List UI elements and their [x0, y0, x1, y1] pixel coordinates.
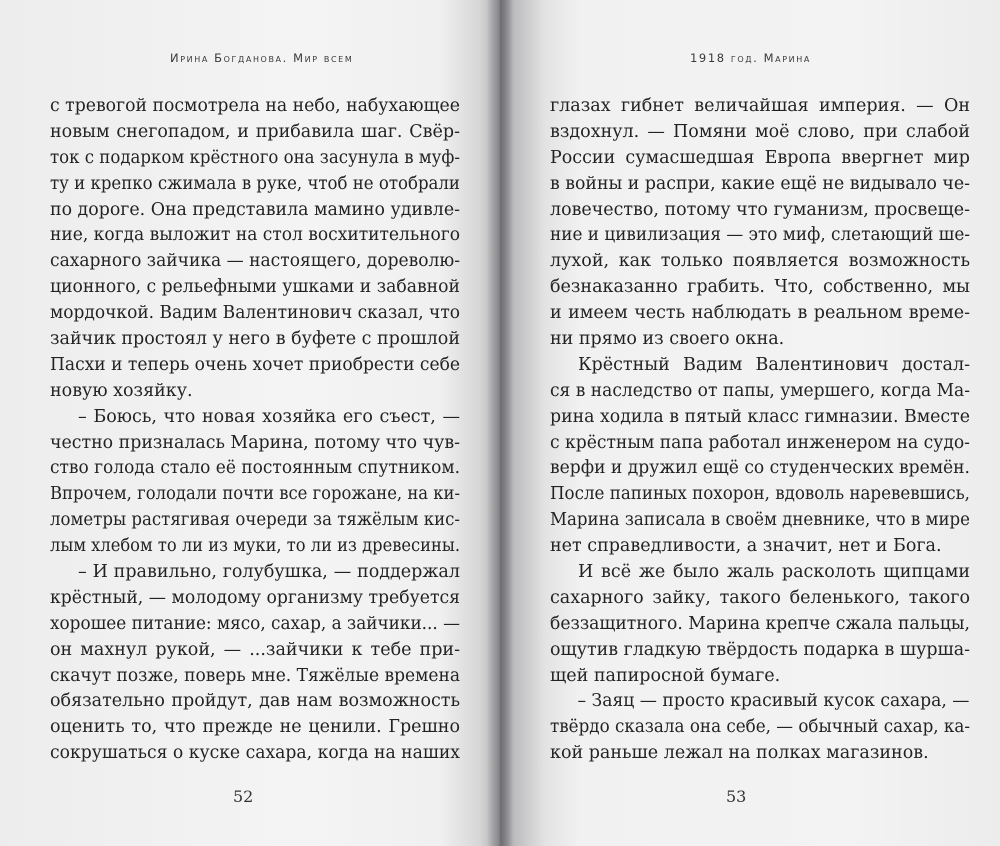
text-line: хорошее питание: мясо, сахар, а зайчики... — [50, 613, 460, 634]
text-line: ту и крепко сжимала в руке, чтоб не отобрали [50, 173, 460, 194]
running-head-left: Ирина Богданова. Мир всем [170, 51, 354, 65]
text-line: сахарного зайку, такого беленького, такого [550, 587, 970, 608]
text-line: После папиных похорон, вдоволь наревевшись, [550, 484, 971, 505]
text-line: он махнул рукой, — ...зайчики к тебе при- [50, 639, 460, 660]
text-line: – Заяц — просто красивый кусок сахара, — [577, 691, 970, 712]
text-line: ся в наследство от папы, умершего, когда Ма- [550, 380, 971, 401]
paragraph [50, 560, 460, 767]
text-line: Крёстный Вадим Валентинович достал- [578, 354, 970, 375]
paragraph [550, 560, 970, 689]
text-line: честно призналась Марина, потому что чув- [50, 432, 461, 453]
text-line: по дороге. Она представила мамино удивле- [50, 199, 460, 220]
text-line: щей папиросной бумаге. [550, 665, 781, 686]
text-line: скачут позже, поверь мне. Тяжёлые времена [50, 665, 461, 686]
text-line: И всё же было жаль расколоть щипцами [578, 562, 970, 583]
paragraph [50, 405, 460, 560]
page-number-left: 52 [233, 787, 254, 806]
text-line: ние и цивилизация — это миф, слетающий ше- [550, 225, 970, 246]
paragraph [50, 94, 460, 405]
text-block-left [50, 94, 460, 767]
text-line: твёрдо сказала она себе, — обычный сахар, ка- [550, 717, 971, 738]
text-line: сокрушаться о куске сахара, когда на наших [50, 743, 461, 764]
text-line: вздохнул. — Помяни моё слово, при слабой [550, 121, 970, 142]
text-line: рина ходила в пятый класс гимназии. Вместе [550, 406, 970, 427]
text-line: – И правильно, голубушка, — поддержал [78, 562, 460, 583]
text-block-right [550, 94, 970, 767]
text-line: ток с подарком крёстного она засунула в муф- [50, 147, 460, 168]
paragraph [550, 353, 970, 560]
paragraph [550, 689, 970, 767]
book-gutter-shadow [487, 0, 513, 846]
text-line: обязательно пройдут, дав нам возможность [50, 691, 460, 712]
text-line: лометры растягивая очереди за тяжёлым кис- [50, 510, 460, 531]
text-line: верфи и дружил ещё со студенческих времён. [550, 458, 971, 479]
text-line: с крёстным папа работал инженером на судо- [550, 432, 970, 453]
text-line: новым снегопадом, и прибавила шаг. Свёр- [50, 121, 460, 142]
text-line: кой раньше лежал на полках магазинов. [550, 743, 929, 764]
paragraph [550, 94, 970, 353]
text-line: в войны и распри, какие ещё не видывало че- [550, 173, 970, 194]
text-line: – Боюсь, что новая хозяйка его съест, — [78, 406, 460, 427]
text-line: с тревогой посмотрела на небо, набухающее [50, 96, 460, 116]
text-line: ни прямо из своего окна. [550, 329, 785, 350]
text-line: ство голода стало её постоянным спутником. [50, 458, 461, 479]
text-line: нет справедливости, а значит, нет и Бога. [550, 536, 942, 557]
right-page [500, 0, 1000, 846]
page-number-right: 53 [726, 787, 747, 806]
text-line: зайчик простоял у него в буфете с прошлой [50, 329, 460, 350]
text-line: Пасхи и теперь очень хочет приобрести себе [50, 354, 460, 375]
text-line: Впрочем, голодали почти все горожане, на ки- [50, 484, 461, 505]
text-line: новую хозяйку. [50, 380, 193, 401]
text-line: беззащитного. Марина крепче сжала пальцы, [550, 613, 971, 634]
running-head-right: 1918 год. Марина [690, 51, 811, 65]
text-line: глазах гибнет величайшая империя. — Он [550, 96, 970, 116]
text-line: мордочкой. Вадим Валентинович сказал, что [50, 303, 461, 324]
text-line: ние, когда выложит на стол восхитительного [50, 225, 461, 246]
text-line: Марина записала в своём дневнике, что в мире [550, 510, 971, 531]
text-line: России сумасшедшая Европа ввергнет мир [550, 147, 970, 168]
text-line: ционного, с рельефными ушками и забавной [50, 277, 460, 298]
text-line: оценить то, что прежде не ценили. Грешно [50, 717, 460, 738]
text-line: безнаказанно грабить. Что, собственно, мы [550, 277, 970, 298]
text-line: сахарного зайчика — настоящего, дореволю- [50, 251, 461, 272]
text-line: ощутив гладкую твёрдость подарка в шурша- [550, 639, 970, 660]
text-line: крёстный, — молодому организму требуется [50, 587, 460, 608]
text-line: ловечество, потому что гуманизм, просвеще- [550, 199, 970, 220]
text-line: и имеем честь наблюдать в реальном време- [550, 303, 970, 324]
text-line: лухой, как только появляется возможность [550, 251, 970, 272]
text-line: лым хлебом то ли из муки, то ли из древесины. [50, 536, 461, 557]
